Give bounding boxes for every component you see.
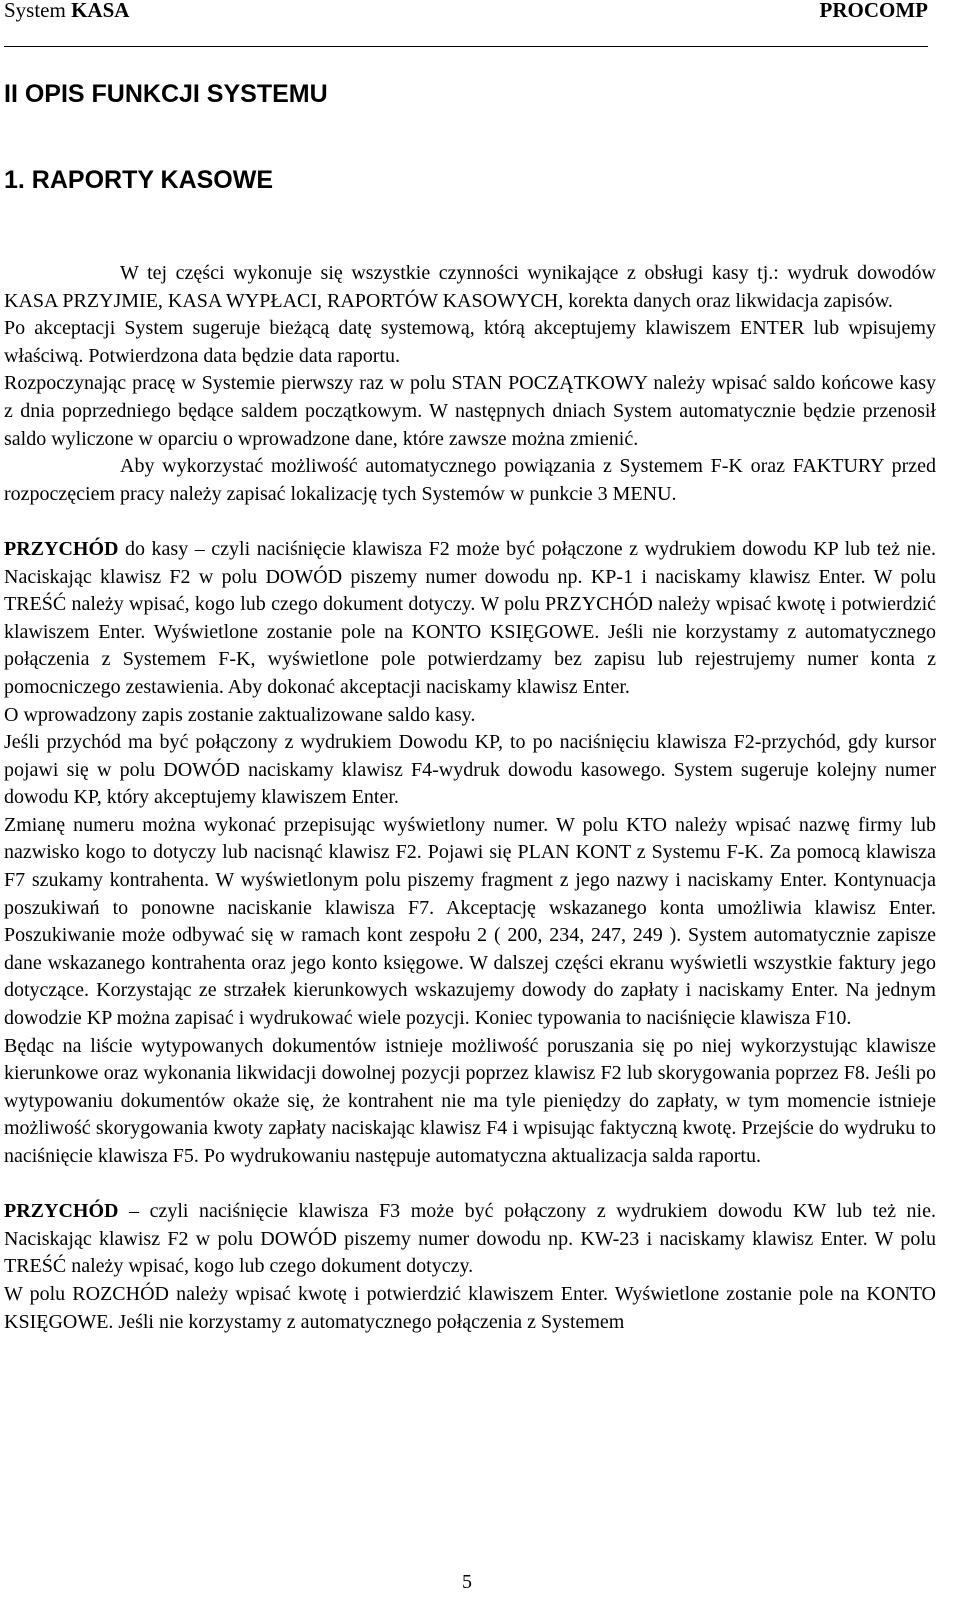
header-system-word: System <box>4 0 66 22</box>
paragraph-saldo-update: O wprowadzony zapis zostanie zaktualizowane saldo kasy. <box>4 703 476 726</box>
page-number: 5 <box>462 1571 472 1593</box>
header-brand: PROCOMP <box>819 0 928 22</box>
paragraph-rozchod: W polu ROZCHÓD należy wpisać kwotę i potwierdzić klawiszem Enter. Wyświetlone zostanie pole na KONTO KSIĘGOWE. Jeśli nie korzystamy z automatycznego połączenia z Systemem <box>4 1282 936 1333</box>
paragraph-kto: Zmianę numeru można wykonać przepisując wyświetlony numer. W polu KTO należy wpisać nazwę firmy lub nazwisko kogo to dotyczy lub nacisnąć klawisz F2. Pojawi się PLAN KONT z Systemu F-K. Za pomocą klawisza F7 szukamy kontrahenta. W wyświetlonym polu piszemy fragment z jego nazwy i naciskamy Enter. Kontynuacja poszukiwań to ponowne naciskanie klawisza F7. Akceptację wskazanego konta umożliwia klawisz Enter. Poszukiwanie może odbywać się w ramach kont zespołu 2 ( 200, 234, 247, 249 ). System automatycznie zapisze dane wskazanego kontrahenta oraz jego konto księgowe. W dalszej części ekranu wyświetli wszystkie faktury jego dotyczące. Korzystając ze strzałek kierunkowych wskazujemy dowody do zapłaty i naciskamy Enter. Na jednym dowodzie KP można zapisać i wydrukować wiele pozycji. Koniec typowania to naciśnięcie klawisza F10. <box>4 813 936 1030</box>
header-divider <box>4 46 928 47</box>
paragraph-income <box>4 536 936 702</box>
paragraph-list: Będąc na liście wytypowanych dokumentów istnieje możliwość poruszania się po niej wykorzystując klawisze kierunkowe oraz wykonania likwidacji dowolnej pozycji poprzez klawisz F2 lub skorygowania poprzez F8. Jeśli po wytypowaniu dokumentów okaże się, że kontrahent nie ma tyle pieniędzy do zapłaty, w tym momencie istnieje możliwość skorygowania kwoty zapłaty naciskając klawisz F4 i wpisując faktyczną kwotę. Przejście do wydruku to naciśnięcie klawisza F5. Po wydrukowaniu następuje automatyczna aktualizacja salda raportu. <box>4 1034 936 1167</box>
header-kasa-word: KASA <box>71 0 130 22</box>
paragraph-start-state: Rozpoczynając pracę w Systemie pierwszy raz w polu STAN POCZĄTKOWY należy wpisać saldo końcowe kasy z dnia poprzedniego będące saldem początkowym. W następnych dniach System automatycznie będzie przenosił saldo wyliczone w oparciu o wprowadzone dane, które zawsze można zmienić. <box>4 372 936 450</box>
paragraph-outflow <box>4 1198 936 1281</box>
header-system-title <box>4 0 129 23</box>
section-heading: 1. RAPORTY KASOWE <box>4 166 274 194</box>
keyword-income: PRZYCHÓD <box>4 537 119 560</box>
paragraph-spacer <box>4 1171 936 1199</box>
keyword-outflow: PRZYCHÓD <box>4 1200 119 1223</box>
document-body <box>4 260 936 1336</box>
paragraph-kp-print: Jeśli przychód ma być połączony z wydrukiem Dowodu KP, to po naciśnięciu klawisza F2-przychód, gdy kursor pojawi się w polu DOWÓD naciskamy klawisz F4-wydruk dowodu kasowego. System sugeruje kolejny numer dowodu KP, który akceptujemy klawiszem Enter. <box>4 731 936 809</box>
paragraph-spacer <box>4 508 936 536</box>
paragraph-fk-link: Aby wykorzystać możliwość automatycznego powiązania z Systemem F-K oraz FAKTURY przed rozpoczęciem pracy należy zapisać lokalizację tych Systemów w punkcie 3 MENU. <box>4 455 936 505</box>
outflow-text: – czyli naciśnięcie klawisza F3 może być połączony z wydrukiem dowodu KW lub też nie. Naciskając klawisz F2 w polu DOWÓD piszemy numer dowodu np. KW-23 i naciskamy klawisz Enter. W polu TREŚĆ należy wpisać, kogo lub czego dokument dotyczy. <box>4 1200 936 1278</box>
income-text: do kasy – czyli naciśnięcie klawisza F2 może być połączone z wydrukiem dowodu KP lub też nie. Naciskając klawisz F2 w polu DOWÓD piszemy numer dowodu np. KP-1 i naciskamy klawisz Enter. W polu TREŚĆ należy wpisać, kogo lub czego dokument dotyczy. W polu PRZYCHÓD należy wpisać kwotę i potwierdzić klawiszem Enter. Wyświetlone zostanie pole na KONTO KSIĘGOWE. Jeśli nie korzystamy z automatycznego połączenia z Systemem F-K, wyświetlone pole potwierdzamy bez zapisu lub rejestrujemy numer konta z pomocniczego zestawienia. Aby dokonać akceptacji naciskamy klawisz Enter. <box>4 537 936 698</box>
paragraph-intro: W tej części wykonuje się wszystkie czynności wynikające z obsługi kasy tj.: wydruk dowodów KASA PRZYJMIE, KASA WYPŁACI, RAPORTÓW KASOWYCH, korekta danych oraz likwidacja zapisów. <box>4 262 936 312</box>
chapter-heading: II OPIS FUNKCJI SYSTEMU <box>4 80 328 108</box>
paragraph-date: Po akceptacji System sugeruje bieżącą datę systemową, którą akceptujemy klawiszem ENTER lub wpisujemy właściwą. Potwierdzona data będzie data raportu. <box>4 317 936 367</box>
